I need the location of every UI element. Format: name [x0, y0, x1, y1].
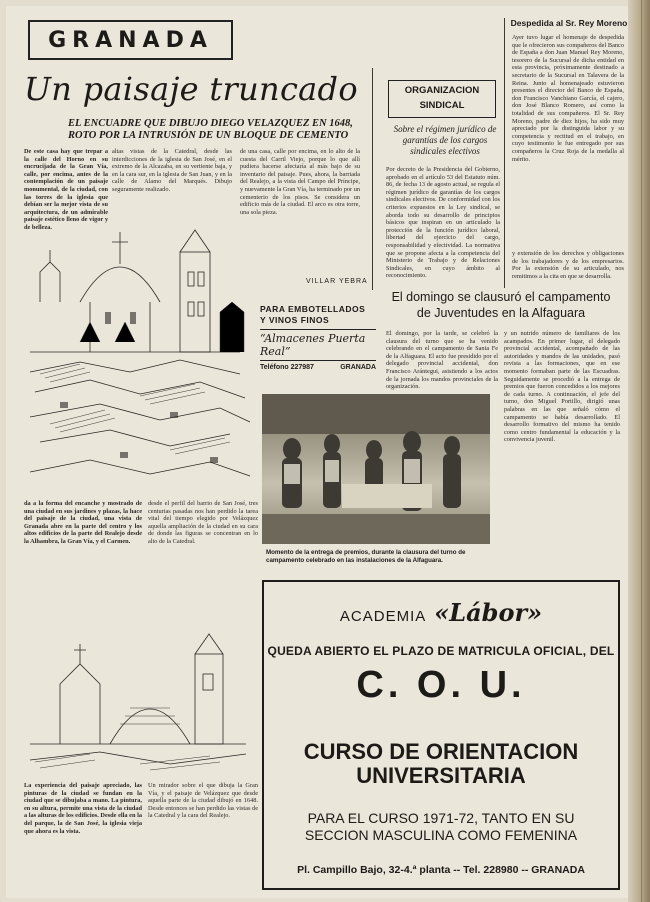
- sindical-text: Por decreto de la Presidencia del Gobierno, aprobado en el artículo 53 del Estatuto núm. 86, de fecha 13 de agosto actual, se regula el régimen jurídico de garantías de los cargos sindicales electivos. De conformidad con los criterios expuestos en la Ley sindical, se aborda todo su desarrollo de principios básicos que inspiran en un articulado la protección de la función jurídico laboral, libertad del ejercicio del cargo, responsabilidad y efectividad. La normativa que se propone afecta a la competencia del Ministerio de Trabajo y de Relaciones Sindicales, en cuyo ámbito al reconocimiento.: [386, 166, 500, 280]
- almacenes-line2: Y VINOS FINOS: [260, 315, 330, 325]
- newspaper-page: [6, 6, 628, 898]
- academia-curso: [264, 740, 618, 788]
- page-spine: [628, 0, 650, 902]
- academia-header: [264, 598, 618, 627]
- almacenes-phone: Teléfono 227987: [260, 364, 314, 371]
- campamento-headline: El domingo se clausuró el campamento de Juventudes en la Alfaguara: [391, 290, 611, 320]
- sindical-subhead: Sobre el régimen jurídico de garantías de los cargos sindicales electivos: [393, 124, 497, 156]
- campamento-photo-scene: [262, 394, 490, 544]
- almacenes-line1: PARA EMBOTELLADOS: [260, 304, 366, 314]
- despedida-text: Ayer tuvo lugar el homenaje de despedida que le ofrecieron sus compañeros del Banco de España a don Juan Manuel Rey Moreno, tesorero de la Sucursal de dicha entidad en esta provincia, próximamente destinado a secretario de la Sucursal en Talavera de la Reina. Junto al homenajeado estuvieron presentes el director del Banco de España, don Francisco Vanchiano García, el cajero, don José Blanco Romero, así como la totalidad de sus compañeros. El Sr. Rey Moreno, padre de diez hijos, ha sido muy apreciado por la distinguida labor y su competencia y rectitud en el trabajo, en cuyo testimonio le fue entregado por sus compañeros la Cruz Roja de la medalla al mérito.: [512, 34, 624, 163]
- almacenes-ad: [260, 304, 376, 382]
- main-col2-last: Un mirador sobre el que dibuja la Gran Vía, y el paisaje de Velázquez que desde aquella parte de la ciudad dibujó en 1648. Desde entonces se han perdido las vistas de la Catedral y la cara del Realejo.: [148, 782, 258, 820]
- academia-brand: «Lábor»: [434, 598, 543, 627]
- academia-plazo: QUEDA ABIERTO EL PLAZO DE MATRICULA OFICIAL, DEL: [267, 644, 615, 658]
- cathedral-sketch-illustration: [20, 212, 256, 496]
- academia-para: [264, 810, 618, 844]
- academia-address: Pl. Campillo Bajo, 32-4.ª planta -- Tel. 228980 -- GRANADA: [297, 864, 585, 876]
- main-headline: Un paisaje truncado: [24, 70, 358, 108]
- main-col2-top: altas vistas de la Catedral, desde las interdicciones de la iglesia de San José, en el extremo de la Alcazaba, en su vertiente baja, y en la cara sur, en la iglesia de San Juan, y en la calle de Alamo del Marqués. Dibujo seguramente realizado.: [112, 148, 232, 193]
- column-rule: [372, 68, 373, 290]
- article-signature: VILLAR YEBRA: [306, 278, 368, 285]
- despedida-headline: Despedida al Sr. Rey Moreno: [510, 18, 628, 28]
- academia-para-line2: SECCION MASCULINA COMO FEMENINA: [304, 827, 578, 843]
- main-col1-top: De este casa hay que trepar a la calle del Horno en su encrucijada de la Gran Vía, calle, por encima, antes de la contemplación de un paisaje monumental, de la ciudad, con las torres de la iglesia que debían ser la mejor vista de su arquitectura, de un admirable paisaje estético lleno de vigor y de belleza.: [24, 148, 108, 231]
- academia-cou: C. O. U.: [356, 664, 526, 706]
- academia-curso-line2: UNIVERSITARIA: [356, 763, 526, 788]
- spine-fold-line: [641, 0, 642, 902]
- almacenes-brand: “Almacenes Puerta Real”: [260, 329, 376, 361]
- church-sketch-illustration: [20, 624, 256, 778]
- sindical-title-line2: SINDICAL: [419, 100, 465, 111]
- campamento-text-left: El domingo, por la tarde, se celebró la clausura del turno que se ha venido celebrando en el campamento de Santa Fe de la Alfaguara. El acto fue presidido por el delegado provincial accidental, don Francisco Arántegui, asistiendo a los actos de la jornada los mandos provinciales de la organización.: [386, 330, 498, 391]
- academia-para-line1: PARA EL CURSO 1971-72, TANTO EN SU: [307, 810, 575, 826]
- campamento-photo: [262, 394, 490, 544]
- main-col3-top: de una casa, calle por encima, en lo alto de la cuesta del Carril Viejo, porque lo que allí pudiera hacerse afectaría al más bajo de su inventario del paisaje. Pues, ahora, la barriada del Realejo, a la vista del Campo del Príncipe, y nuevamente la Gran Vía, ha terminado por un cementerio de los pisos. Se considera un edificio más de la ciudad. El arco es otra torre, una sola pieza.: [240, 148, 361, 216]
- main-col2-bottom: desde el perfil del barrio de San José, tres centurias pasadas nos han perdido la tarea vital del tiempo elegido por Velázquez aquella ampliación de la ciudad en su cara de donde las figuras se concentran en lo alto de la Catedral.: [148, 500, 258, 545]
- almacenes-contact: [260, 364, 376, 371]
- academia-curso-line1: CURSO DE ORIENTACION: [303, 739, 579, 764]
- cathedral-sketch-drawing: [20, 212, 256, 496]
- almacenes-city: GRANADA: [340, 364, 376, 371]
- photo-caption: Momento de la entrega de premios, durante la clausura del turno de campamento celebrado en las instalaciones de la Alfaguara.: [266, 549, 466, 564]
- main-col1-last: La experiencia del paisaje apreciado, las pinturas de la ciudad se fundan en la ciudad que se dibujaba a mano. La pintura, en su altura, permite una vista de la ciudad a las alturas de los edificios. Desde ella en la del parque, la de San José, la iglesia vieja que ahora es la vista.: [24, 782, 142, 835]
- column-rule: [504, 18, 505, 288]
- section-header: [28, 20, 233, 60]
- campamento-text-right: y un nutrido número de familiares de los acampados. En primer lugar, el delegado provincial accidental, acompañado de las autoridades y mandos de las unidades, pasó revista a las formaciones, que en ese momento formaban parte de las Escuadras. Seguidamente se procedió a la entrega de premios que fueron concedidos a los mejores de cada turno. A continuación, el jefe del turno, don Miguel Portillo, dirigió unas palabras en las que señaló cómo el campamento se había desarrollado. El desarrollo formativo del mismo ha tenido como centro fundamental la educación y la convivencia juvenil.: [504, 330, 620, 444]
- main-subhead: EL ENCUADRE QUE DIBUJO DIEGO VELAZQUEZ EN 1648, ROTO POR LA INTRUSIÓN DE UN BLOQUE DE CEMENTO: [68, 118, 353, 141]
- church-sketch-drawing: [20, 624, 256, 778]
- academia-word: ACADEMIA: [339, 608, 427, 625]
- academia-labor-ad: [262, 580, 620, 890]
- sindical-header-box: [388, 80, 496, 118]
- sindical-title-line1: ORGANIZACION: [404, 85, 480, 96]
- main-col1-bottom: da a la forma del encanche y mostrado de una ciudad en sus jardines y plazas, la hace del paisaje de la ciudad, una vista de Granada abre en la parte del centro y los altos edificios de la parte del Realejo desde la Alhambra, la Gran Vía, y el Carmen.: [24, 500, 142, 545]
- despedida-text-bottom: y extensión de los derechos y obligaciones de los trabajadores y de los empresarios. Por la extensión de su articulado, nos remitimos a la cita en que se desarrolla.: [512, 250, 624, 280]
- section-title: GRANADA: [48, 27, 213, 53]
